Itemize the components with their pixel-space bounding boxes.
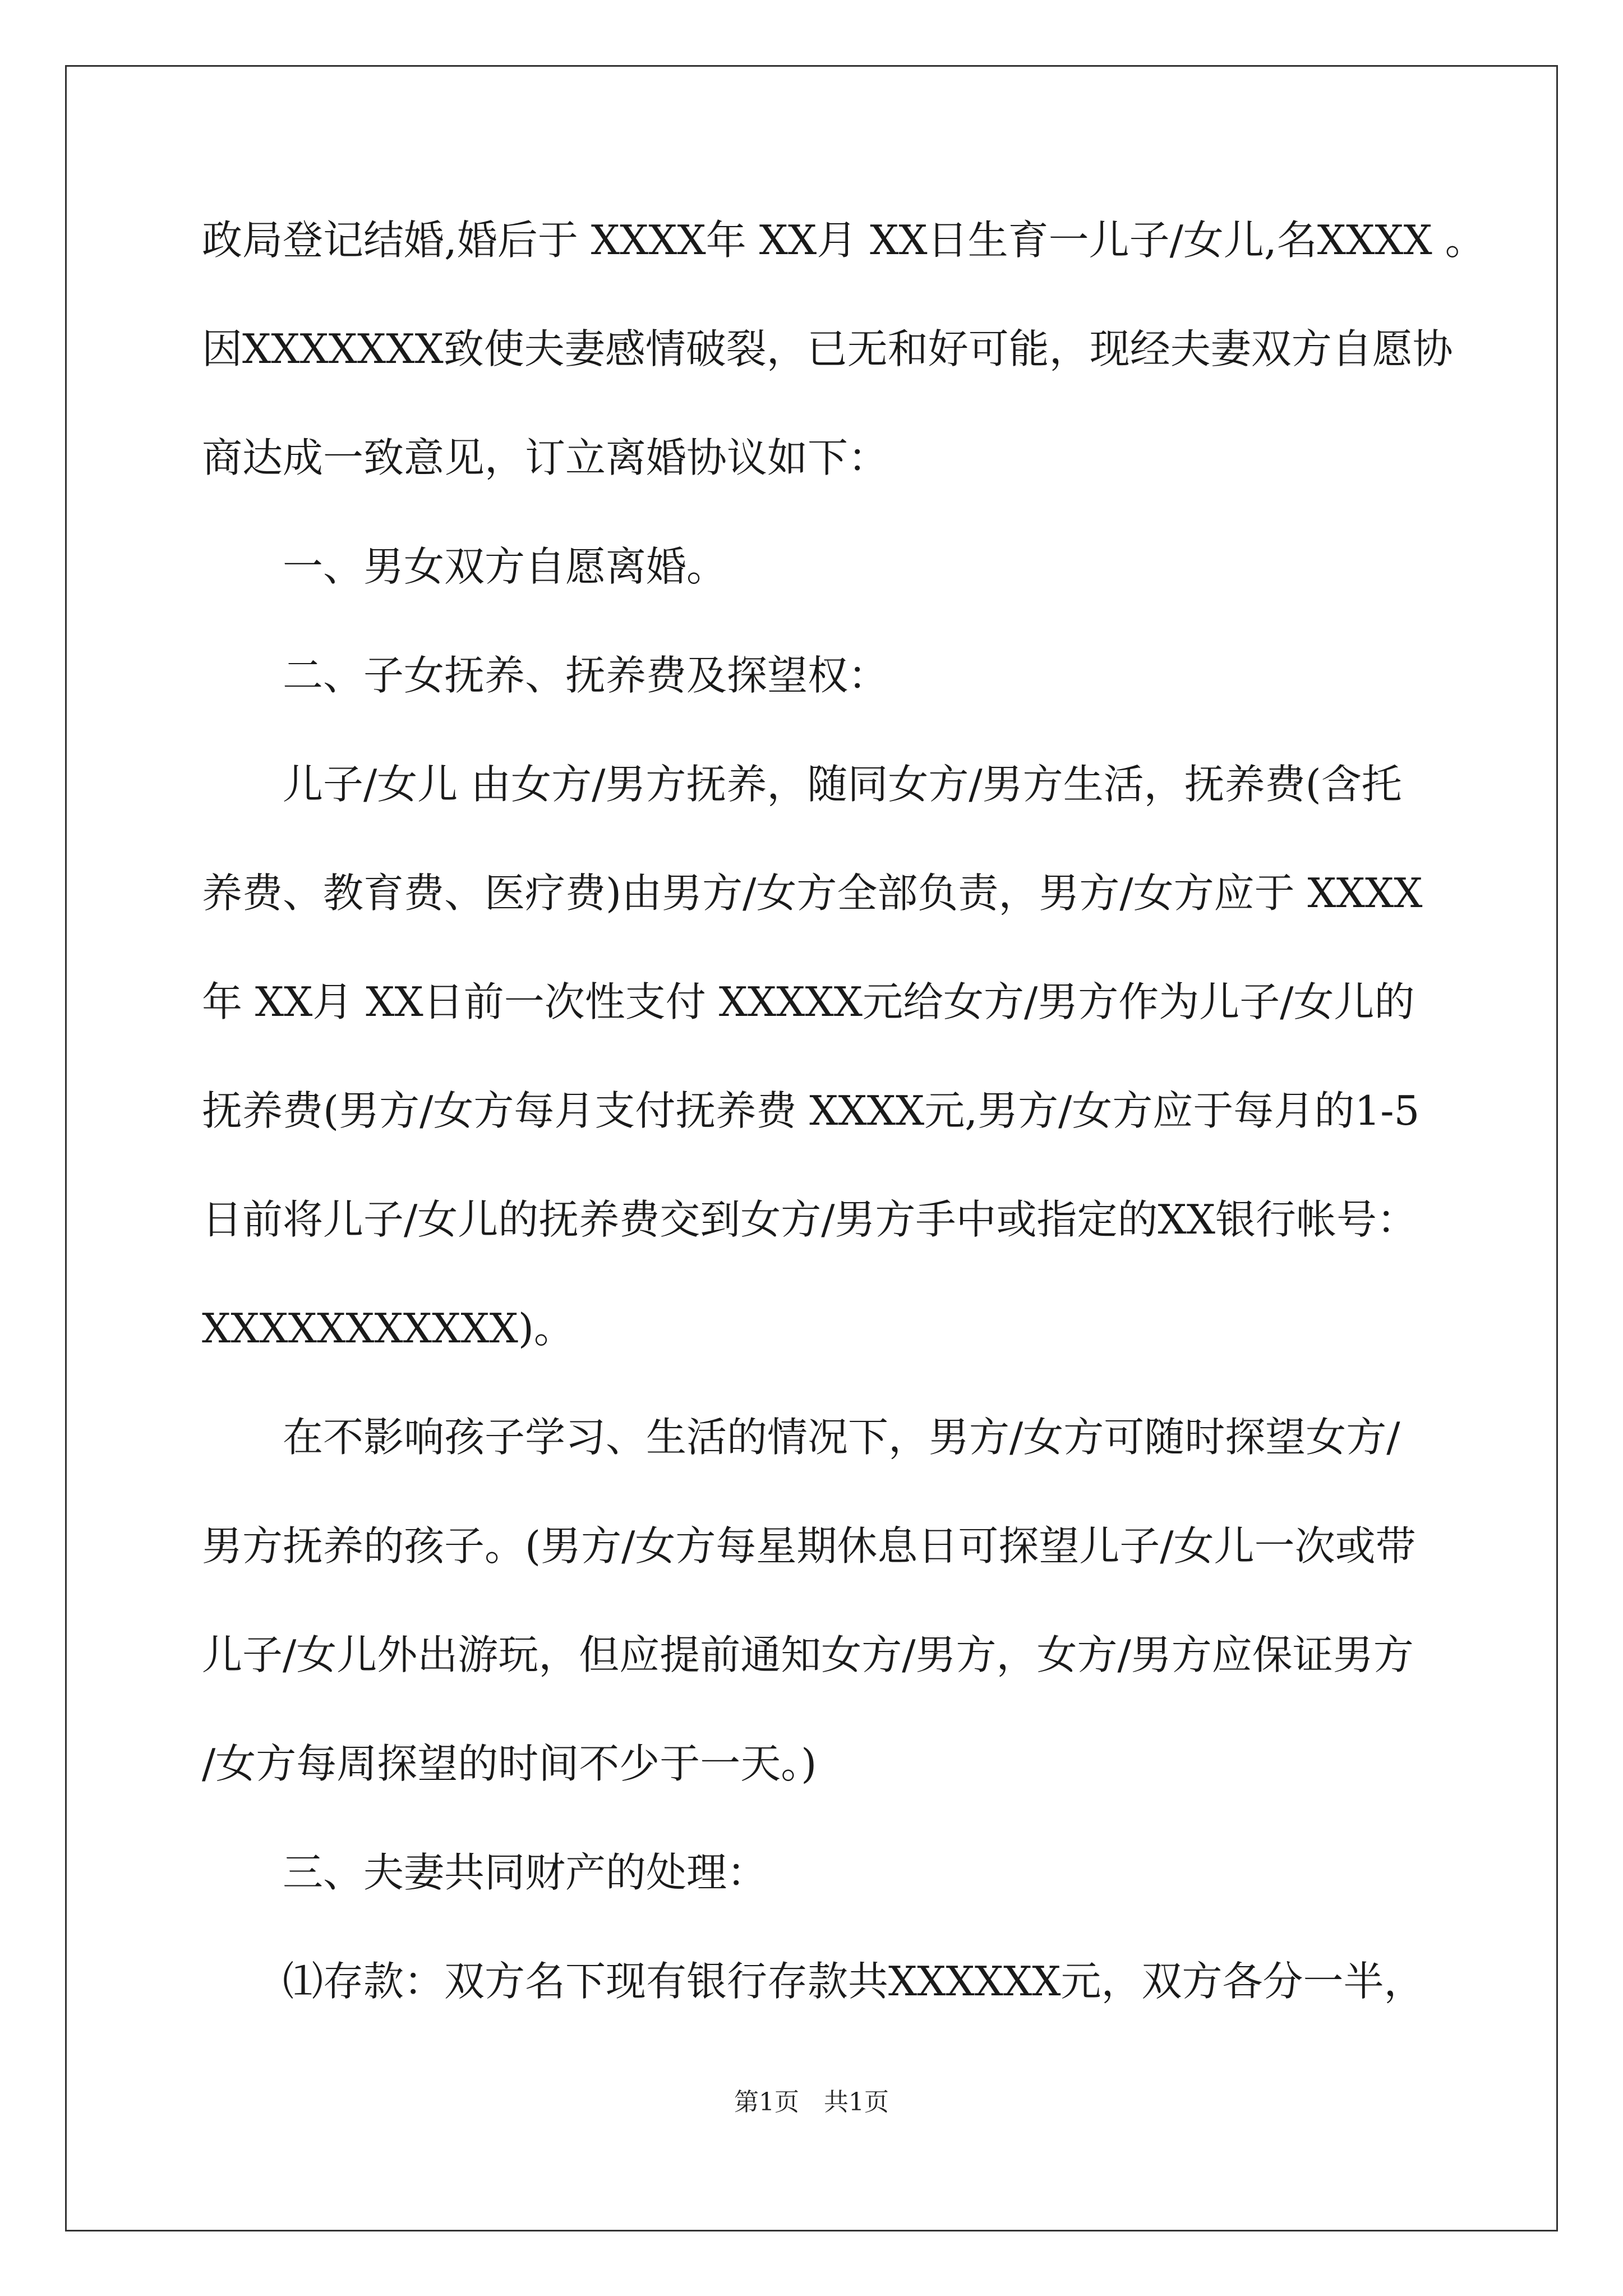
text-line: 儿子/女儿外出游玩，但应提前通知女方/男方，女方/男方应保证男方	[202, 1631, 1414, 1678]
text-line: 因XXXXXXX致使夫妻感情破裂，已无和好可能，现经夫妻双方自愿协	[202, 325, 1453, 372]
text-line: XXXXXXXXXXX)。	[202, 1305, 574, 1352]
text-line: 养费、教育费、医疗费)由男方/女方全部负责，男方/女方应于 XXXX	[202, 869, 1423, 917]
page-border	[65, 65, 1558, 2231]
text-line: 儿子/女儿 由女方/男方抚养，随同女方/男方生活，抚养费(含托	[283, 761, 1402, 808]
section-heading-3: 三、夫妻共同财产的处理：	[283, 1849, 768, 1896]
text-line: 商达成一致意见，订立离婚协议如下：	[202, 434, 889, 481]
text-line: ⑴存款：双方名下现有银行存款共XXXXXX元，双方各分一半，	[283, 1958, 1424, 2005]
text-line: 政局登记结婚,婚后于 XXXX年 XX月 XX日生育一儿子/女儿,名XXXX 。	[202, 217, 1486, 264]
text-line: 男方抚养的孩子。(男方/女方每星期休息日可探望儿子/女儿一次或带	[202, 1522, 1416, 1570]
text-line: /女方每周探望的时间不少于一天。)	[202, 1740, 817, 1787]
text-line: 日前将儿子/女儿的抚养费交到女方/男方手中或指定的XX银行帐号：	[202, 1196, 1418, 1243]
section-heading-2: 二、子女抚养、抚养费及探望权：	[283, 652, 889, 699]
section-heading-1: 一、男女双方自愿离婚。	[283, 543, 727, 590]
text-line: 年 XX月 XX日前一次性支付 XXXXX元给女方/男方作为儿子/女儿的	[202, 978, 1415, 1025]
text-line: 在不影响孩子学习、生活的情况下，男方/女方可随时探望女方/	[283, 1414, 1400, 1461]
text-line: 抚养费(男方/女方每月支付抚养费 XXXX元,男方/女方应于每月的1-5	[202, 1087, 1420, 1134]
page-number: 第1页 共1页	[734, 2088, 889, 2116]
